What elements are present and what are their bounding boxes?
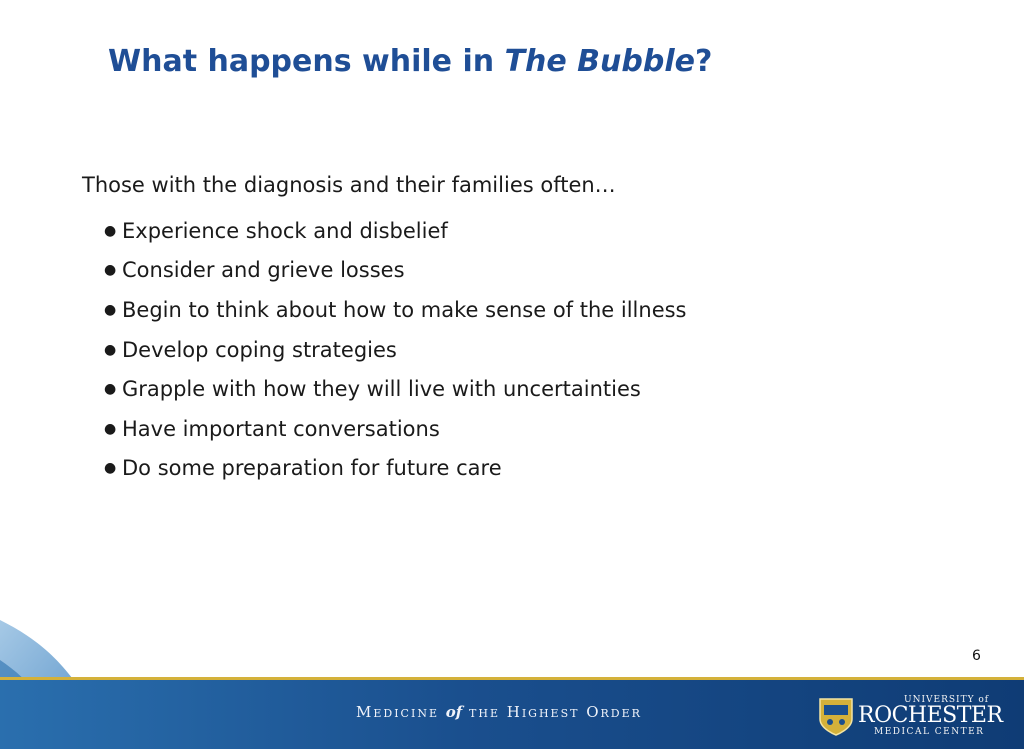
- crest-icon: [818, 697, 854, 737]
- bullet-text: Develop coping strategies: [122, 337, 397, 362]
- page-number: 6: [972, 648, 981, 664]
- bullet-item: [104, 449, 687, 489]
- bullet-item: [104, 330, 687, 370]
- bullet-text: Begin to think about how to make sense of the illness: [122, 297, 687, 322]
- logo-rochester-text: ROCHESTER: [858, 703, 1003, 728]
- bullet-icon: ●: [104, 420, 117, 437]
- bullet-icon: ●: [104, 222, 117, 239]
- bullet-icon: ●: [104, 341, 117, 358]
- bullet-icon: ●: [104, 381, 117, 398]
- bullet-item: [104, 409, 687, 449]
- logo-medical-center-text: MEDICAL CENTER: [874, 727, 985, 737]
- bullet-icon: ●: [104, 301, 117, 318]
- bullet-item: [104, 251, 687, 291]
- bullet-list: [104, 211, 687, 488]
- title-main: What happens while in: [108, 44, 505, 79]
- slide-title: [108, 44, 712, 79]
- bullet-item: [104, 369, 687, 409]
- title-end: ?: [694, 44, 713, 79]
- intro-text: Those with the diagnosis and their families often…: [82, 173, 616, 197]
- tagline-end: the Highest Order: [469, 703, 642, 721]
- bullet-item: [104, 290, 687, 330]
- title-emphasis: The Bubble: [504, 44, 695, 79]
- bullet-icon: ●: [104, 460, 117, 477]
- tagline-of: of: [445, 703, 463, 721]
- footer-tagline: [356, 703, 642, 721]
- bullet-text: Grapple with how they will live with uncertainties: [122, 377, 641, 402]
- bullet-item: [104, 211, 687, 251]
- bullet-text: Consider and grieve losses: [122, 258, 405, 283]
- bullet-text: Experience shock and disbelief: [122, 218, 448, 243]
- bullet-icon: ●: [104, 262, 117, 279]
- logo-university-text: UNIVERSITY of: [904, 695, 990, 705]
- university-logo: [818, 695, 1003, 741]
- bullet-text: Have important conversations: [122, 416, 440, 441]
- bullet-text: Do some preparation for future care: [122, 456, 502, 481]
- tagline-start: Medicine: [356, 703, 439, 721]
